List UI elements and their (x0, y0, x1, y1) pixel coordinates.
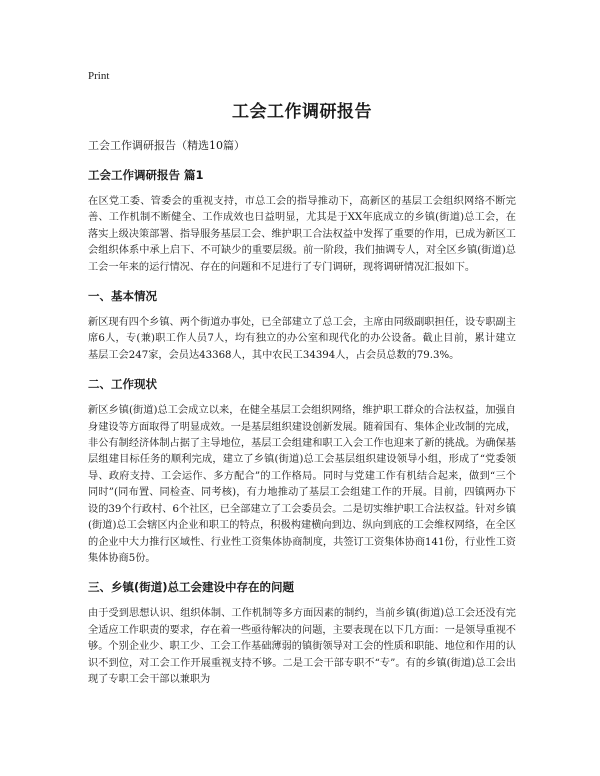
section-heading-problems: 三、乡镇(街道)总工会建设中存在的问题 (88, 580, 295, 595)
document-title: 工会工作调研报告 (232, 102, 372, 122)
section-heading-work-status: 二、工作现状 (88, 377, 157, 392)
document-subtitle: 工会工作调研报告（精选10篇） (88, 139, 245, 152)
paragraph-basic-situation: 新区现有四个乡镇、两个街道办事处，已全部建立了总工会，主席由同级副职担任，设专职副主席6人，专(兼)职工作人员7人，均有独立的办公室和现代化的办公设备。截止目前，累计建立基层工会247家，会员达43368人，其中农民工34394人，占会员总数的79.3%。 (88, 317, 516, 361)
paragraph-intro: 在区党工委、管委会的重视支持，市总工会的指导推动下，高新区的基层工会组织网络不断完善、工作机制不断健全、工作成效也日益明显，尤其是于XX年底成立的乡镇(街道)总工会，在落实上级决策部署、指导服务基层工会、维护职工合法权益中发挥了重要的作用，已成为新区工会组织体系中承上启下、不可缺少的重要层级。前一阶段，我们抽调专人，对全区乡镇(街道)总工会一年来的运行情况、存在的问题和不足进行了专门调研，现将调研情况汇报如下。 (88, 196, 516, 273)
section-heading-part1: 工会工作调研报告 篇1 (88, 168, 204, 182)
paragraph-work-status: 新区乡镇(街道)总工会成立以来，在健全基层工会组织网络，维护职工群众的合法权益，加强自身建设等方面取得了明显成效。一是基层组织建设创新发展。随着国有、集体企业改制的完成，非公有制经济体制占据了主导地位，基层工会组建和职工入会工作也迎来了新的挑战。为确保基层组建目标任务的顺利完成，建立了乡镇(街道)总工会基层组织建设领导小组，形成了“党委领导、政府支持、工会运作、多方配合”的工作格局。同时与党建工作有机结合起来，做到“三个同时”(同布置、同检查、同考核)，有力地推动了基层工会组建工作的开展。目前，四镇两办下设的39个行政村、6个社区，已全部建立了工会委员会。二是切实维护职工合法权益。针对乡镇(街道)总工会辖区内企业和职工的特点，积极构建横向到边、纵向到底的工会维权网络，在全区的企业中大力推行区域性、行业性工资集体协商制度，共签订工资集体协商141份，行业性工资集体协商5份。 (88, 405, 516, 564)
print-link[interactable]: Print (88, 70, 110, 82)
document-page (88, 70, 516, 700)
section-heading-basic-situation: 一、基本情况 (88, 289, 157, 304)
paragraph-problems: 由于受到思想认识、组织体制、工作机制等多方面因素的制约，当前乡镇(街道)总工会还没有完全适应工作职责的要求，存在着一些亟待解决的问题，主要表现在以下几方面：一是领导重视不够。个别企业少、职工少、工会工作基础薄弱的镇街领导对工会的性质和职能、地位和作用的认识不到位，对工会工作开展重视支持不够。二是工会干部专职不“专”。有的乡镇(街道)总工会出现了专职工会干部以兼职为 (88, 608, 516, 685)
